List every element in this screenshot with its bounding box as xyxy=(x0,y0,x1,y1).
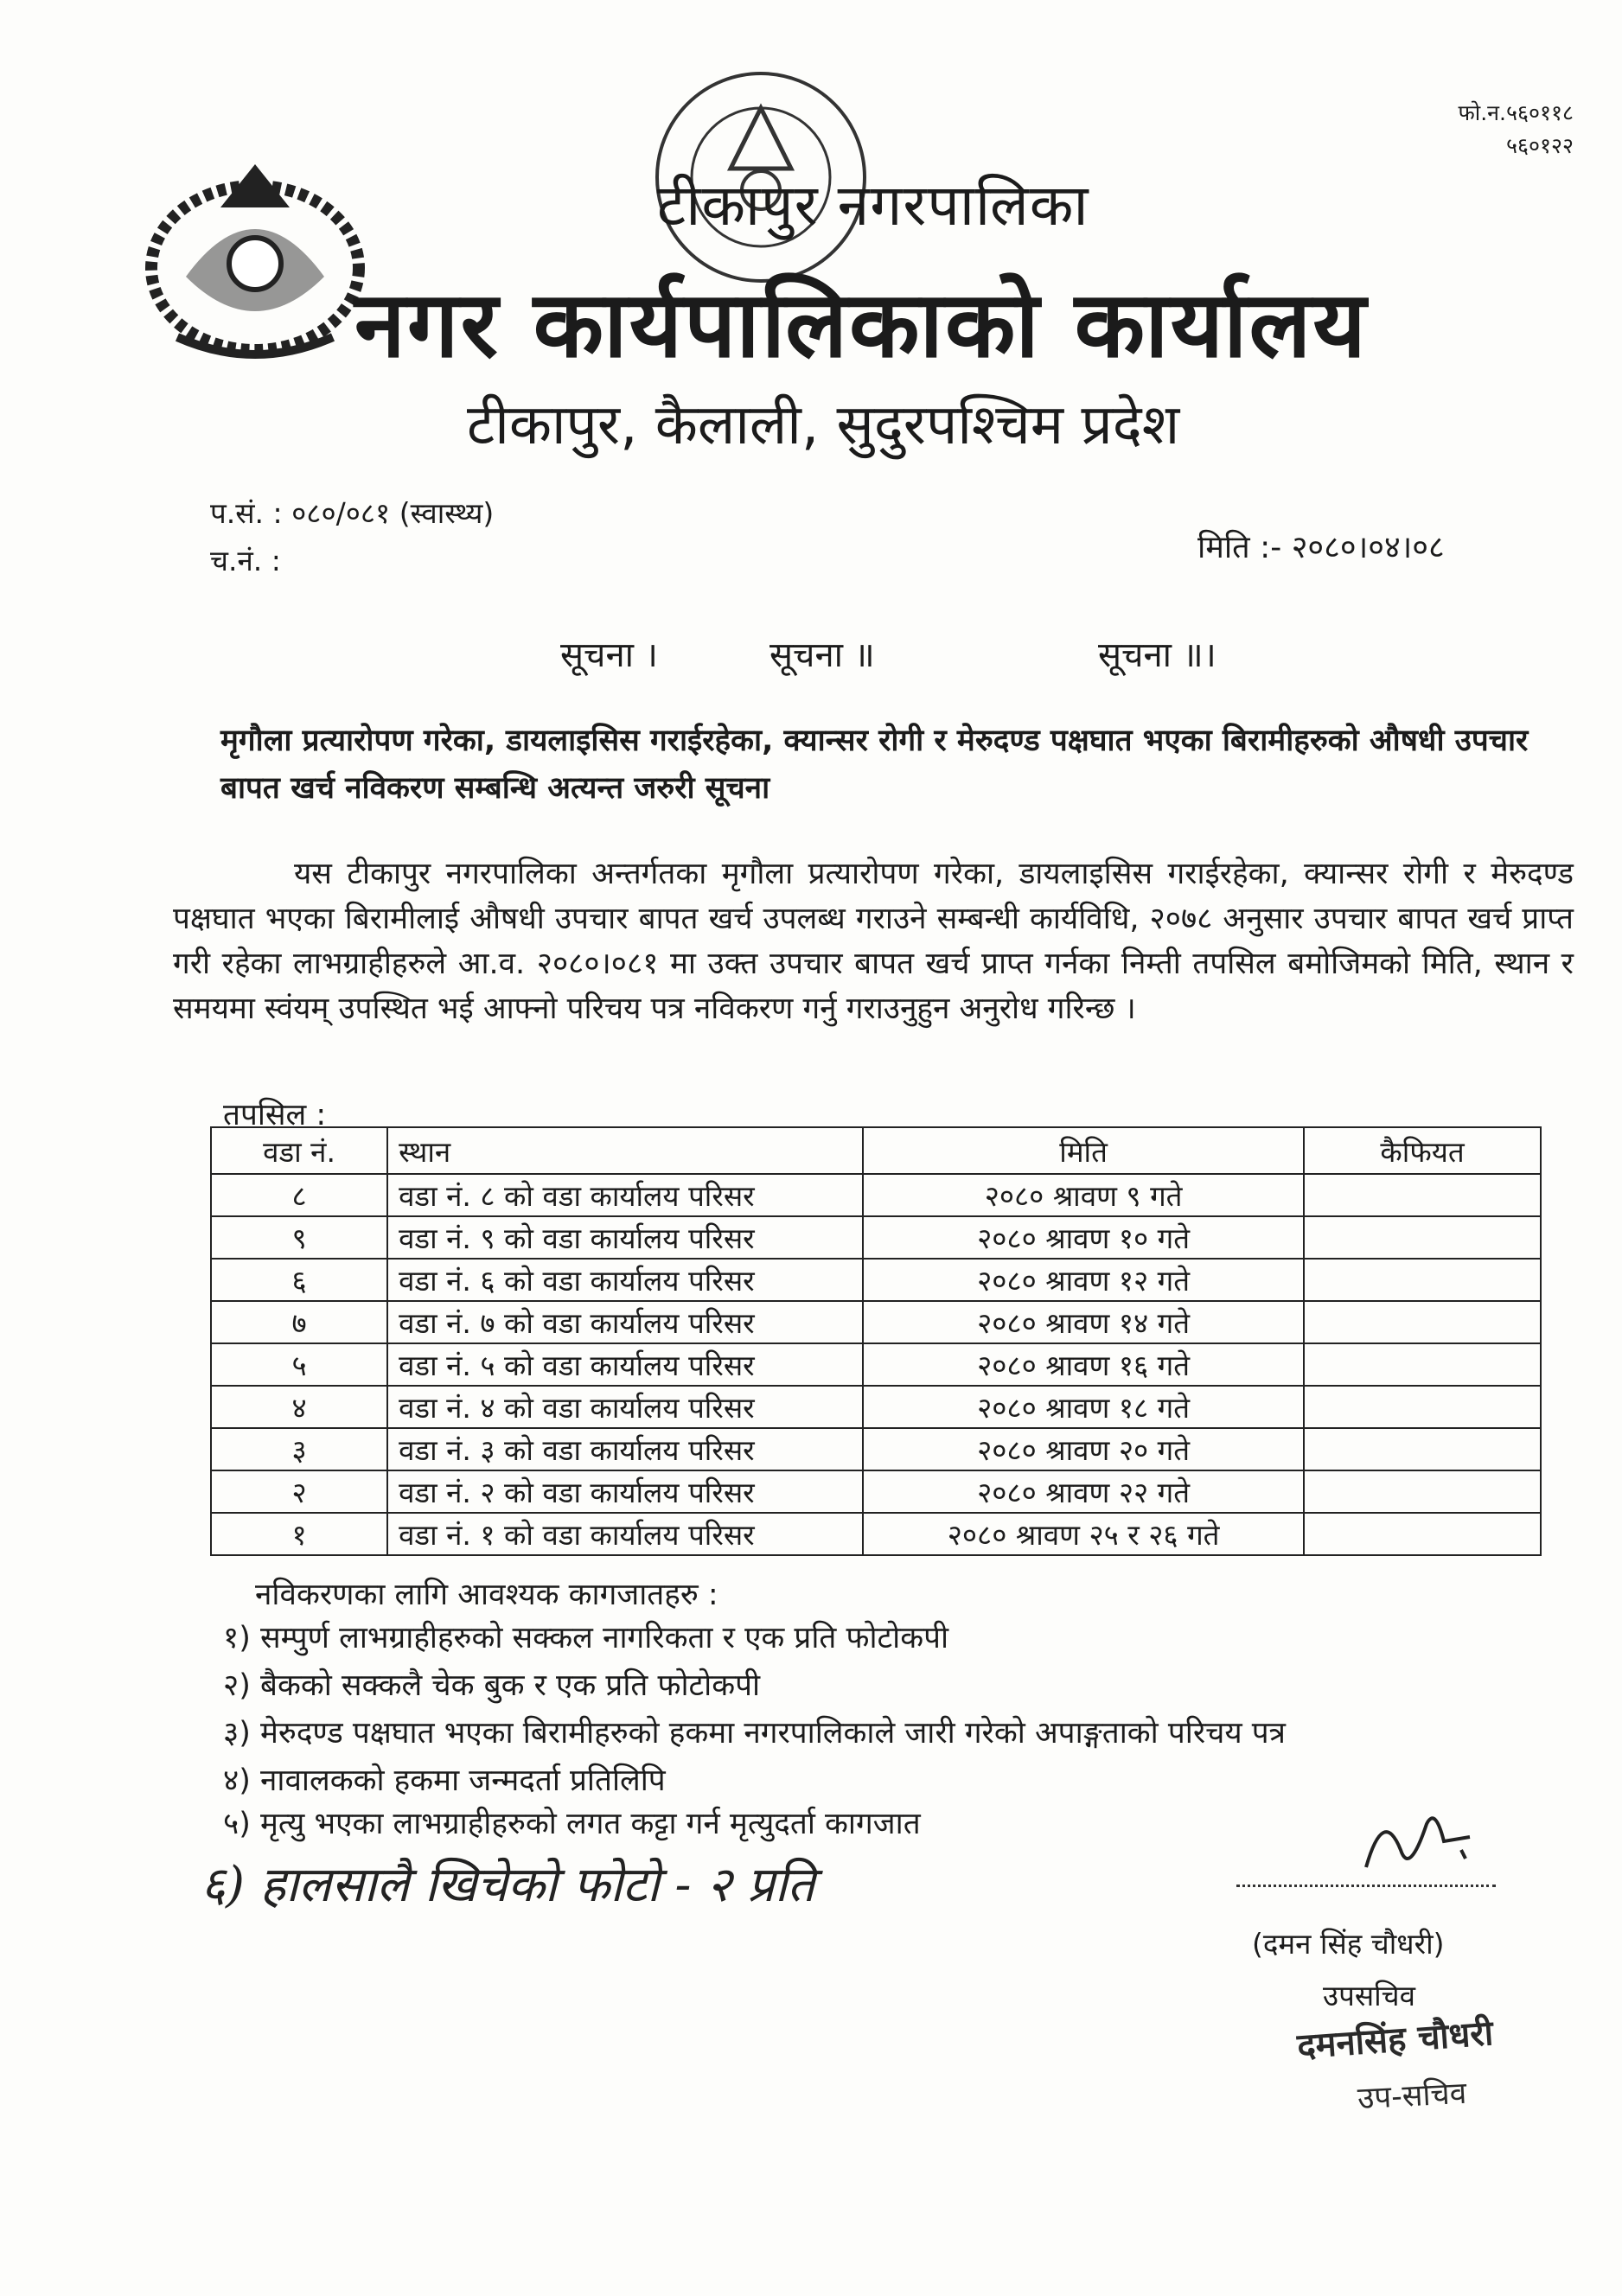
cell-remarks xyxy=(1304,1428,1541,1470)
cell-place: वडा नं. ३ को वडा कार्यालय परिसर xyxy=(387,1428,863,1470)
cell-remarks xyxy=(1304,1386,1541,1428)
notice-heading-1: सूचना । xyxy=(560,635,658,675)
cell-ward: ५ xyxy=(211,1343,387,1386)
municipality-name: टीकापुर नगरपालिका xyxy=(657,172,1089,239)
notice-heading-3: सूचना ॥। xyxy=(1098,635,1216,675)
table-row xyxy=(211,1301,1541,1343)
table-row xyxy=(211,1470,1541,1513)
cell-place: वडा नं. ६ को वडा कार्यालय परिसर xyxy=(387,1259,863,1301)
requirement-item: २) बैकको सक्कलै चेक बुक र एक प्रति फोटोकपी xyxy=(223,1668,761,1703)
cell-date: २०८० श्रावण १६ गते xyxy=(863,1343,1304,1386)
letter-date: मिति :- २०८०।०४।०८ xyxy=(1197,530,1445,565)
phone-numbers xyxy=(1375,97,1574,163)
cell-place: वडा नं. ४ को वडा कार्यालय परिसर xyxy=(387,1386,863,1428)
notice-subject: मृगौला प्रत्यारोपण गरेका, डायलाइसिस गराईरहेका, क्यान्सर रोगी र मेरुदण्ड पक्षघात भएका बिरामीहरुको औषधी उपचार बापत खर्च नविकरण सम्बन्धि अत्यन्त जरुरी सूचना xyxy=(220,724,1529,806)
cell-place: वडा नं. ९ को वडा कार्यालय परिसर xyxy=(387,1216,863,1259)
schedule-table xyxy=(210,1126,1542,1556)
cell-ward: १ xyxy=(211,1513,387,1555)
stamp-name: दमनसिंह चौधरी xyxy=(1295,2013,1495,2067)
cell-remarks xyxy=(1304,1216,1541,1259)
cell-place: वडा नं. २ को वडा कार्यालय परिसर xyxy=(387,1470,863,1513)
signature-line xyxy=(1236,1885,1496,1887)
phone-line-2: ५६०१२२ xyxy=(1505,133,1574,158)
cell-date: २०८० श्रावण १२ गते xyxy=(863,1259,1304,1301)
requirements-heading: नविकरणका लागि आवश्यक कागजातहरु : xyxy=(255,1578,718,1612)
cell-date: २०८० श्रावण २२ गते xyxy=(863,1470,1304,1513)
cell-ward: ९ xyxy=(211,1216,387,1259)
cell-ward: ४ xyxy=(211,1386,387,1428)
col-remarks: कैफियत xyxy=(1304,1127,1541,1174)
table-row xyxy=(211,1386,1541,1428)
cell-ward: ६ xyxy=(211,1259,387,1301)
reference-number: प.सं. : ०८०/०८१ (स्वास्थ्य) xyxy=(210,496,495,530)
cell-place: वडा नं. ७ को वडा कार्यालय परिसर xyxy=(387,1301,863,1343)
cell-ward: ८ xyxy=(211,1174,387,1216)
phone-line-1: फो.न.५६०११८ xyxy=(1458,100,1574,125)
office-address: टीकापुर, कैलाली, सुदुरपश्चिम प्रदेश xyxy=(467,393,1180,457)
cell-place: वडा नं. १ को वडा कार्यालय परिसर xyxy=(387,1513,863,1555)
table-row xyxy=(211,1174,1541,1216)
schedule-label: तपसिल : xyxy=(223,1098,327,1132)
stamp-designation: उप-सचिव xyxy=(1357,2076,1468,2117)
cell-remarks xyxy=(1304,1259,1541,1301)
cell-date: २०८० श्रावण १८ गते xyxy=(863,1386,1304,1428)
cell-remarks xyxy=(1304,1301,1541,1343)
cell-date: २०८० श्रावण २५ र २६ गते xyxy=(863,1513,1304,1555)
signer-designation: उपसचिव xyxy=(1323,1979,1415,2012)
col-ward: वडा नं. xyxy=(211,1127,387,1174)
cell-date: २०८० श्रावण ९ गते xyxy=(863,1174,1304,1216)
office-title: नगर कार्यपालिकाको कार्यालय xyxy=(354,271,1368,378)
cell-place: वडा नं. ५ को वडा कार्यालय परिसर xyxy=(387,1343,863,1386)
cell-date: २०८० श्रावण १० गते xyxy=(863,1216,1304,1259)
cell-remarks xyxy=(1304,1343,1541,1386)
cell-ward: ७ xyxy=(211,1301,387,1343)
table-row xyxy=(211,1216,1541,1259)
table-row xyxy=(211,1428,1541,1470)
signature-scribble-icon xyxy=(1349,1789,1487,1893)
cell-ward: २ xyxy=(211,1470,387,1513)
col-date: मिति xyxy=(863,1127,1304,1174)
table-row xyxy=(211,1343,1541,1386)
signer-name: (दमन सिंह चौधरी) xyxy=(1252,1927,1445,1961)
cell-place: वडा नं. ८ को वडा कार्यालय परिसर xyxy=(387,1174,863,1216)
cell-remarks xyxy=(1304,1174,1541,1216)
table-header-row xyxy=(211,1127,1541,1174)
dispatch-number: च.नं. : xyxy=(210,544,281,577)
cell-date: २०८० श्रावण १४ गते xyxy=(863,1301,1304,1343)
cell-ward: ३ xyxy=(211,1428,387,1470)
notice-body: यस टीकापुर नगरपालिका अन्तर्गतका मृगौला प्रत्यारोपण गरेका, डायलाइसिस गराईरहेका, क्यान्सर रोगी र मेरुदण्ड पक्षघात भएका बिरामीलाई औषधी उपचार बापत खर्च उपलब्ध गराउने सम्बन्धी कार्यविधि, २०७८ अनुसार उपचार बापत खर्च प्राप्त गरी रहेका लाभग्राहीहरुले आ.व. २०८०।०८१ मा उक्त उपचार बापत खर्च प्राप्त गर्नका निम्ती तपसिल बमोजिमको मिति, स्थान र समयमा स्वंयम् उपस्थित भई आफ्नो परिचय पत्र नविकरण गर्नु गराउनुहुन अनुरोध गरिन्छ । xyxy=(173,857,1574,1026)
handwritten-requirement: ६) हालसालै खिचेको फोटो - २ प्रति xyxy=(201,1857,815,1913)
cell-remarks xyxy=(1304,1470,1541,1513)
requirement-item: ३) मेरुदण्ड पक्षघात भएका बिरामीहरुको हकमा नगरपालिकाले जारी गरेको अपाङ्गताको परिचय पत्र xyxy=(223,1716,1286,1751)
government-emblem-icon xyxy=(125,147,385,372)
requirement-item: ४) नावालकको हकमा जन्मदर्ता प्रतिलिपि xyxy=(223,1763,666,1798)
table-row xyxy=(211,1259,1541,1301)
cell-date: २०८० श्रावण २० गते xyxy=(863,1428,1304,1470)
cell-remarks xyxy=(1304,1513,1541,1555)
table-row xyxy=(211,1513,1541,1555)
col-place: स्थान xyxy=(387,1127,863,1174)
notice-heading-2: सूचना ॥ xyxy=(769,635,875,675)
requirement-item: ५) मृत्यु भएका लाभग्राहीहरुको लगत कट्टा गर्न मृत्युदर्ता कागजात xyxy=(223,1807,921,1841)
requirement-item: १) सम्पुर्ण लाभग्राहीहरुको सक्कल नागरिकता र एक प्रति फोटोकपी xyxy=(223,1621,949,1655)
